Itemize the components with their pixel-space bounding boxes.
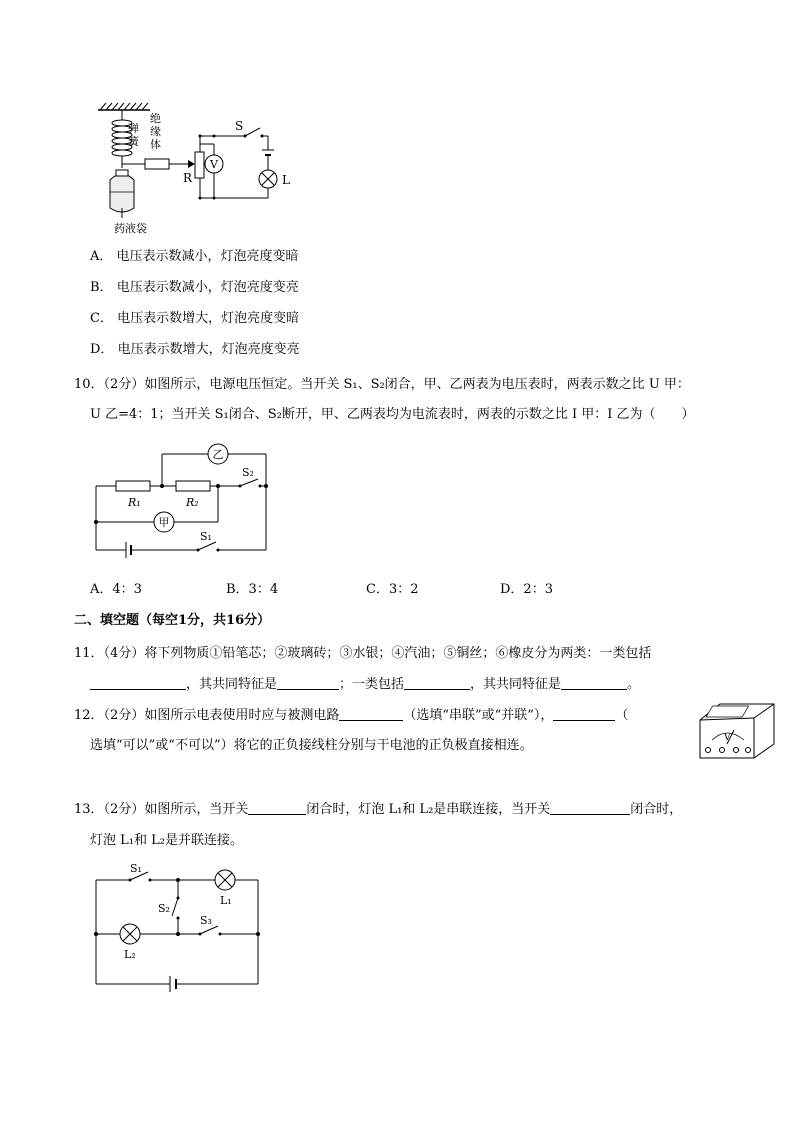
q10-stem-line1: 10．（2分）如图所示，电源电压恒定。当开关 S₁、S₂闭合，甲、乙两表为电压表时，两表示数之比 U 甲： <box>74 377 690 392</box>
q13-stem-line1: 13．（2分）如图所示，当开关 闭合时，灯泡 L₁和 L₂是串联连接，当开关 闭合时， <box>74 802 683 817</box>
q10-r1-label: R₁ <box>128 496 141 509</box>
q12-stem-line2: 选填“可以”或“不可以”）将它的正负接线柱分别与干电池的正负极直接相连。 <box>90 738 533 753</box>
q9-lamp-label: L <box>282 173 290 187</box>
q12-blank-2[interactable] <box>553 707 615 721</box>
q11-stem-line1: 11．（4分）将下列物质①铅笔芯；②玻璃砖；③水银；④汽油；⑤铜丝；⑥橡皮分为两类：一类包括 <box>74 646 652 661</box>
q13-blank-2[interactable] <box>550 801 630 815</box>
q13-circuit-diagram <box>90 860 270 995</box>
q9-option-b[interactable]: B． 电压表示数减小，灯泡亮度变亮 <box>90 280 299 295</box>
q10-option-d[interactable]: D．2：3 <box>500 582 553 597</box>
q13-l1-label: L₁ <box>220 894 232 907</box>
q10-s2-label: S₂ <box>242 466 254 479</box>
q10-option-c[interactable]: C．3：2 <box>366 582 419 597</box>
q13-s1-label: S₁ <box>130 862 142 875</box>
q12-stem-line1: 12．（2分）如图所示电表使用时应与被测电路 （选填“串联”或“并联”）， （ <box>74 708 629 723</box>
q13-s2-label: S₂ <box>158 902 170 915</box>
q13-blank-1[interactable] <box>248 801 306 815</box>
q10-r2-label: R₂ <box>186 496 199 509</box>
q9-spring-label: 弹 簧 <box>128 122 139 148</box>
q13-stem-line2: 灯泡 L₁和 L₂是并联连接。 <box>90 833 243 848</box>
svg-text:V: V <box>724 733 731 743</box>
q11-blank-4[interactable] <box>561 676 627 690</box>
q12-blank-1[interactable] <box>339 707 403 721</box>
q9-bag-label: 药液袋 <box>114 222 147 235</box>
section-title-fill-in: 二、填空题（每空1分，共16分） <box>74 613 271 628</box>
q9-insulator-label: 绝 缘 体 <box>150 112 161 151</box>
q9-circuit-diagram <box>90 100 320 240</box>
q10-stem-line2: U 乙=4：1；当开关 S₁闭合、S₂断开，甲、乙两表均为电流表时，两表的示数之比 I 甲：I 乙为（ ） <box>90 407 695 422</box>
q10-option-b[interactable]: B．3：4 <box>226 582 279 597</box>
q9-voltmeter-label: V <box>210 158 218 171</box>
q11-stem-line2: ，其共同特征是 ；一类包括 ，其共同特征是 。 <box>90 676 640 694</box>
q11-blank-3[interactable] <box>404 676 470 690</box>
q9-option-c[interactable]: C． 电压表示数增大，灯泡亮度变暗 <box>90 311 300 326</box>
q13-l2-label: L₂ <box>124 948 136 961</box>
q10-option-a[interactable]: A．4：3 <box>90 582 142 597</box>
q10-circuit-diagram <box>90 436 275 558</box>
q11-blank-1[interactable] <box>90 676 186 690</box>
q9-option-a[interactable]: A． 电压表示数减小，灯泡亮度变暗 <box>90 249 299 264</box>
q11-blank-2[interactable] <box>277 676 339 690</box>
q12-voltmeter-image <box>694 700 780 762</box>
q9-option-d[interactable]: D． 电压表示数增大，灯泡亮度变亮 <box>90 342 300 357</box>
q10-jia-meter-label: 甲 <box>158 516 170 529</box>
q13-s3-label: S₃ <box>200 914 212 927</box>
q9-switch-label: S <box>235 119 244 133</box>
q9-resistor-label: R <box>183 171 193 185</box>
q10-s1-label: S₁ <box>200 530 212 543</box>
q10-yi-meter-label: 乙 <box>212 448 224 461</box>
